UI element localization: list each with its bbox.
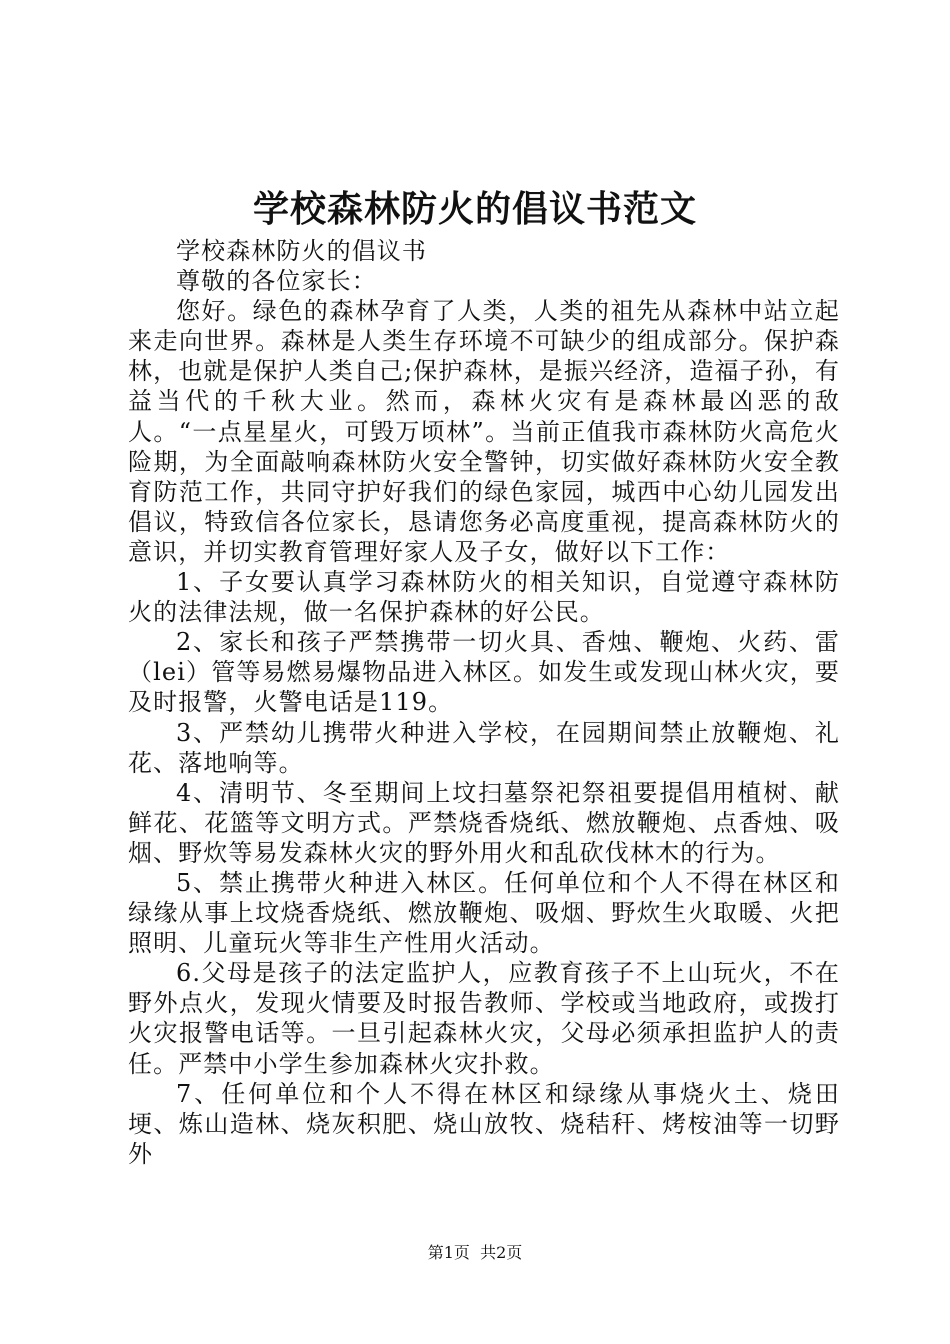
page-number-total: 共2页 (480, 1243, 523, 1262)
page-number-current: 第1页 (427, 1243, 470, 1262)
paragraph-item-2: 2、家长和孩子严禁携带一切火具、香烛、鞭炮、火药、雷（lei）管等易燃易爆物品进入林区。如发生或发现山林火灾，要及时报警，火警电话是119。 (128, 628, 840, 717)
paragraph-intro: 您好。绿色的森林孕育了人类，人类的祖先从森林中站立起来走向世界。森林是人类生存环境不可缺少的组成部分。保护森林，也就是保护人类自己;保护森林，是振兴经济，造福子孙，有益当代的千秋大业。然而，森林火灾有是森林最凶恶的敌人。“一点星星火，可毁万顷林”。当前正值我市森林防火高危火险期，为全面敲响森林防火安全警钟，切实做好森林防火安全教育防范工作，共同守护好我们的绿色家园，城西中心幼儿园发出倡议，特致信各位家长，恳请您务必高度重视，提高森林防火的意识，并切实教育管理好家人及子女，做好以下工作： (128, 297, 840, 566)
paragraph-item-1: 1、子女要认真学习森林防火的相关知识，自觉遵守森林防火的法律法规，做一名保护森林的好公民。 (128, 568, 840, 627)
paragraph-heading: 学校森林防火的倡议书 (176, 237, 427, 265)
paragraph-item-7: 7、任何单位和个人不得在林区和绿缘从事烧火土、烧田埂、炼山造林、烧灰积肥、烧山放牧、烧秸秆、烤桉油等一切野外 (128, 1079, 840, 1168)
paragraph-salutation: 尊敬的各位家长： (176, 267, 377, 296)
page-footer (0, 1241, 950, 1265)
paragraph-item-3: 3、严禁幼儿携带火种进入学校，在园期间禁止放鞭炮、礼花、落地响等。 (128, 718, 840, 777)
paragraph-item-5: 5、禁止携带火种进入林区。任何单位和个人不得在林区和绿缘从事上坟烧香烧纸、燃放鞭炮、吸烟、野炊生火取暖、火把照明、儿童玩火等非生产性用火活动。 (128, 868, 840, 958)
document-body (128, 236, 840, 1169)
document-title: 学校森林防火的倡议书范文 (252, 188, 697, 230)
paragraph-item-4: 4、清明节、冬至期间上坟扫墓祭祀祭祖要提倡用植树、献鲜花、花篮等文明方式。严禁烧香烧纸、燃放鞭炮、点香烛、吸烟、野炊等易发森林火灾的野外用火和乱砍伐林木的行为。 (128, 778, 840, 867)
paragraph-item-6: 6.父母是孩子的法定监护人，应教育孩子不上山玩火，不在野外点火，发现火情要及时报告教师、学校或当地政府，或拨打火灾报警电话等。一旦引起森林火灾，父母必须承担监护人的责任。严禁中小学生参加森林火灾扑救。 (128, 959, 840, 1078)
